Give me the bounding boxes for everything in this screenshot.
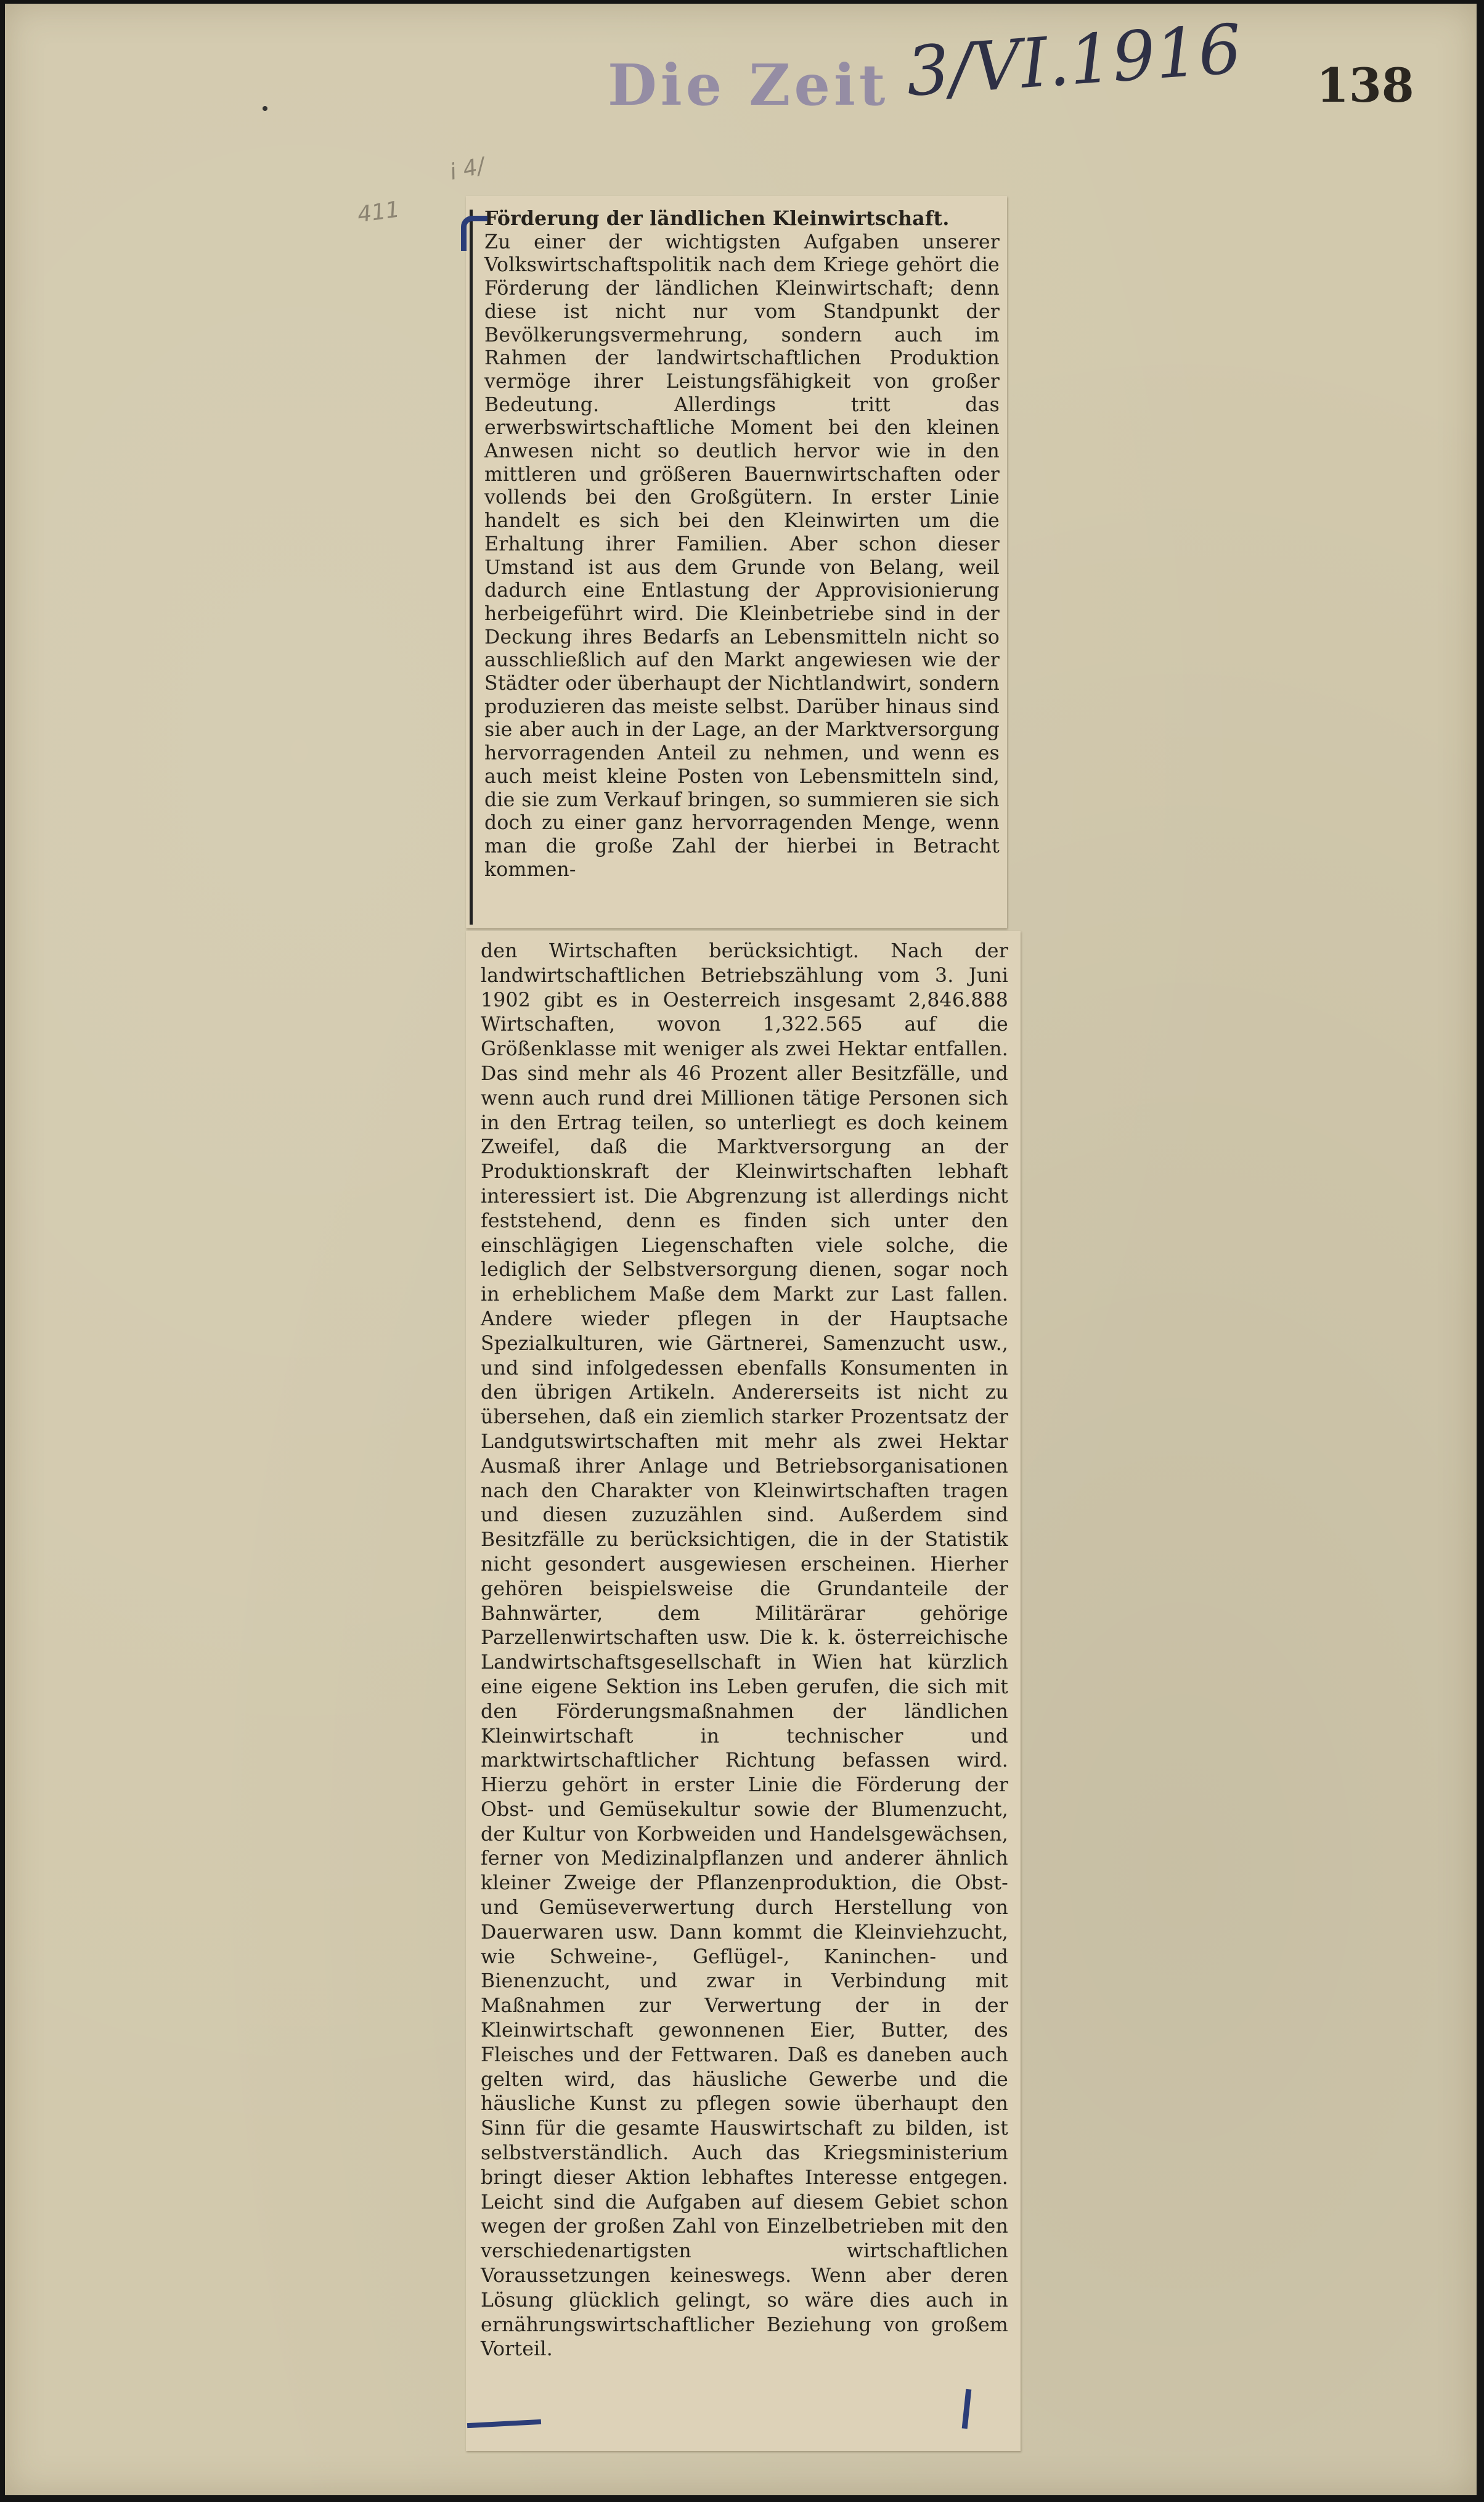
- clipping-part-2: [466, 931, 1021, 2451]
- clipping-part-1: [466, 196, 1007, 928]
- archive-sheet: [5, 4, 1477, 2495]
- newspaper-name-stamp: Die Zeit: [608, 52, 889, 118]
- article-text-part-2: den Wirtschaften berücksichtigt. Nach der landwirtschaftlichen Betriebszählung vom 3. Juni 1902 gibt es in Oesterreich insgesamt 2,846.888 Wirtschaften, wovon 1,322.565 auf die Größenklasse mit weniger als zwei Hektar entfallen. Das sind mehr als 46 Prozent aller Besitzfälle, und wenn auch rund drei Millionen tätige Personen sich in den Ertrag teilen, so unterliegt es doch keinem Zweifel, daß die Marktversorgung an der Produktionskraft der Kleinwirtschaften lebhaft interessiert ist. Die Abgrenzung ist allerdings nicht feststehend, denn es finden sich unter den einschlägigen Liegenschaften viele solche, die lediglich der Selbstversorgung dienen, sogar noch in erheblichem Maße dem Markt zur Last fallen. Andere wieder pflegen in der Hauptsache Spezialkulturen, wie Gärtnerei, Samenzucht usw., und sind infolgedessen ebenfalls Konsumenten in den übrigen Artikeln. Andererseits ist nicht zu übersehen, daß ein ziemlich starker Prozentsatz der Landgutswirtschaften mit mehr als zwei Hektar Ausmaß ihrer Anlage und Betriebsorganisationen nach den Charakter von Kleinwirtschaften tragen und diesen zuzuzählen sind. Außerdem sind Besitzfälle zu berücksichtigen, die in der Statistik nicht gesondert ausgewiesen erscheinen. Hierher gehören beispielsweise die Grundanteile der Bahnwärter, dem Militärärar gehörige Parzellenwirtschaften usw. Die k. k. österreichische Landwirtschaftsgesellschaft in Wien hat kürzlich eine eigene Sektion ins Leben gerufen, die sich mit den Förderungsmaßnahmen der ländlichen Kleinwirtschaft in technischer und marktwirtschaftlicher Richtung befassen wird. Hierzu gehört in erster Linie die Förderung der Obst- und Gemüsekultur sowie der Blumenzucht, der Kultur von Korbweiden und Handelsgewächsen, ferner von Medizinalpflanzen und anderer ähnlich kleiner Zweige der Pflanzenproduktion, die Obst- und Gemüseverwertung durch Herstellung von Dauerwaren usw. Dann kommt die Kleinviehzucht, wie Schweine-, Geflügel-, Kaninchen- und Bienenzucht, und zwar in Verbindung mit Maßnahmen zur Verwertung der in der Kleinwirtschaft gewonnenen Eier, Butter, des Fleisches und der Fettwaren. Daß es daneben auch gelten wird, das häusliche Gewerbe und die häusliche Kunst zu pflegen sowie überhaupt den Sinn für die gesamte Hauswirtschaft zu bilden, ist selbstverständlich. Auch das Kriegsministerium bringt dieser Aktion lebhaftes Interesse entgegen. Leicht sind die Aufgaben auf diesem Gebiet schon wegen der großen Zahl von Einzelbetrieben mit den verschiedenartigsten wirtschaftlichen Voraussetzungen keineswegs. Wenn aber deren Lösung glücklich gelingt, so wäre dies auch in ernährungswirtschaftlicher Beziehung von großem Vorteil.: [481, 940, 1008, 2361]
- pencil-annotation: i 4/: [447, 153, 487, 186]
- column-rule: [470, 210, 473, 925]
- article-headline: Förderung der ländlichen Kleinwirtschaft.: [484, 207, 950, 230]
- pencil-annotation: 411: [356, 197, 402, 228]
- page-number: 138: [1316, 58, 1414, 113]
- article-column-1: [484, 207, 1000, 881]
- handwritten-date: 3/VI.1916: [903, 9, 1244, 112]
- ink-dot: [263, 106, 267, 111]
- blue-pencil-bracket: [461, 216, 487, 251]
- article-text-part-1: Zu einer der wichtigsten Aufgaben unserer Volkswirtschaftspolitik nach dem Kriege gehört die Förderung der ländlichen Kleinwirtschaft; denn diese ist nicht nur vom Standpunkt der Bevölkerungsvermehrung, sondern auch im Rahmen der landwirtschaftlichen Produktion vermöge ihrer Leistungsfähigkeit von großer Bedeutung. Allerdings tritt das erwerbswirtschaftliche Moment bei den kleinen Anwesen nicht so deutlich hervor wie in den mittleren und größeren Bauernwirtschaften oder vollends bei den Großgütern. In erster Linie handelt es sich bei den Kleinwirten um die Erhaltung ihrer Familien. Aber schon dieser Umstand ist aus dem Grunde von Belang, weil dadurch eine Entlastung der Approvisionierung herbeigeführt wird. Die Kleinbetriebe sind in der Deckung ihres Bedarfs an Lebensmitteln nicht so ausschließlich auf den Markt angewiesen wie der Städter oder überhaupt der Nichtlandwirt, sondern produzieren das meiste selbst. Darüber hinaus sind sie aber auch in der Lage, an der Marktversorgung hervorragenden Anteil zu nehmen, und wenn es auch meist kleine Posten von Lebensmitteln sind, die sie zum Verkauf bringen, so summieren sie sich doch zu einer ganz hervorragenden Menge, wenn man die große Zahl der hierbei in Betracht kommen-: [484, 231, 1000, 881]
